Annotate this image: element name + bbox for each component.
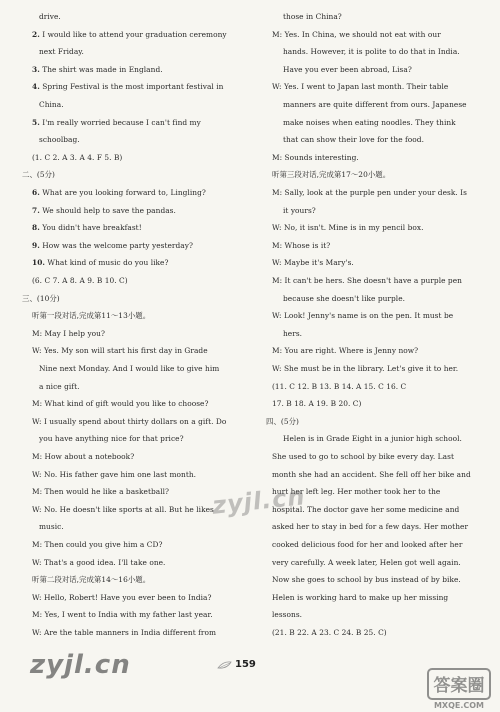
line-text: (11. C 12. B 13. B 14. A 15. C 16. C xyxy=(272,381,407,391)
text-line xyxy=(22,417,252,427)
text-line xyxy=(22,628,252,638)
line-text: very carefully. A week later, Helen got well again. xyxy=(272,557,461,567)
line-text: W: No. His father gave him one last month. xyxy=(32,469,197,479)
line-text: 听第三段对话,完成第17～20小题。 xyxy=(272,170,391,180)
text-line xyxy=(22,610,252,620)
watermark-left-text: zyjl.cn xyxy=(30,650,131,680)
text-line xyxy=(22,522,252,532)
text-line xyxy=(266,382,496,392)
line-text: it yours? xyxy=(283,205,316,215)
text-line xyxy=(266,364,496,374)
line-text: Helen is in Grade Eight in a junior high school. xyxy=(283,434,462,444)
text-line xyxy=(266,628,496,638)
line-text: W: Yes. I went to Japan last month. Their table xyxy=(272,82,449,92)
line-text: M: Sounds interesting. xyxy=(272,152,359,162)
line-text: because she doesn't like purple. xyxy=(283,293,406,303)
text-line xyxy=(266,47,496,57)
line-text: Have you ever been abroad, Lisa? xyxy=(283,64,412,74)
line-text: you have anything nice for that price? xyxy=(39,434,184,444)
item-number: 9. xyxy=(32,240,40,250)
line-text: W: Are the table manners in India different from xyxy=(32,628,217,637)
line-text: W: Look! Jenny's name is on the pen. It must be xyxy=(272,311,454,321)
text-line xyxy=(22,188,252,198)
answer-seal-logo xyxy=(424,665,494,710)
item-number: 2. xyxy=(32,29,40,39)
line-text: 听第一段对话,完成第11～13小题。 xyxy=(32,311,151,321)
line-text: China. xyxy=(39,100,64,109)
text-line xyxy=(266,470,496,480)
line-text: 17. B 18. A 19. B 20. C) xyxy=(272,399,362,409)
line-text: that can show their love for the food. xyxy=(283,135,424,145)
item-number: 10. xyxy=(32,258,46,268)
text-line xyxy=(266,522,496,532)
text-line xyxy=(22,135,252,145)
text-line xyxy=(266,593,496,603)
line-text: Spring Festival is the most important festival in xyxy=(42,82,224,92)
line-text: M: Yes. In China, we should not eat with our xyxy=(272,29,441,39)
text-line xyxy=(22,82,252,92)
text-line xyxy=(22,12,252,22)
line-text: hers. xyxy=(283,328,303,338)
line-text: M: It can't be hers. She doesn't have a purple pen xyxy=(272,276,462,285)
text-line xyxy=(22,30,252,40)
line-text: M: Then would he like a basketball? xyxy=(32,487,170,497)
text-line xyxy=(22,434,252,444)
text-line xyxy=(266,170,496,180)
line-text: What are you looking forward to, Lingling? xyxy=(42,188,206,197)
text-line xyxy=(266,610,496,620)
text-line xyxy=(266,258,496,268)
text-line xyxy=(22,65,252,75)
text-line xyxy=(22,100,252,110)
line-text: (21. B 22. A 23. C 24. B 25. C) xyxy=(272,628,387,637)
text-line xyxy=(266,30,496,40)
line-text: drive. xyxy=(39,12,61,21)
line-text: Helen is working hard to make up her missing xyxy=(272,592,449,602)
line-text: We should help to save the pandas. xyxy=(42,205,176,215)
text-line xyxy=(22,329,252,339)
text-line xyxy=(22,206,252,216)
line-text: make noises when eating noodles. They think xyxy=(283,117,456,127)
text-line xyxy=(266,153,496,163)
text-line xyxy=(22,170,252,180)
item-number: 4. xyxy=(32,82,40,92)
text-line xyxy=(266,206,496,216)
text-line xyxy=(266,118,496,128)
line-text: W: She must be in the library. Let's give it to her. xyxy=(272,364,459,373)
line-text: W: No, it isn't. Mine is in my pencil box. xyxy=(272,223,424,233)
text-line xyxy=(266,452,496,462)
text-line xyxy=(22,399,252,409)
line-text: W: That's a good idea. I'll take one. xyxy=(32,557,166,567)
text-line xyxy=(266,82,496,92)
seal-text: 答案圈 xyxy=(433,676,485,696)
line-text: music. xyxy=(39,522,64,532)
text-line xyxy=(266,399,496,409)
line-text: W: Yes. My son will start his first day in Grade xyxy=(32,346,208,356)
line-text: (6. C 7. A 8. A 9. B 10. C) xyxy=(32,276,128,285)
line-text: M: Whose is it? xyxy=(272,240,331,250)
text-line xyxy=(266,12,496,22)
line-text: M: May I help you? xyxy=(32,328,105,338)
line-text: How was the welcome party yesterday? xyxy=(42,240,193,250)
line-text: W: Maybe it's Mary's. xyxy=(272,258,354,268)
text-line xyxy=(266,575,496,585)
text-line xyxy=(22,223,252,233)
line-text: 二、(5分) xyxy=(22,170,55,180)
line-text: asked her to stay in bed for a few days. Her mother xyxy=(272,522,469,532)
text-line xyxy=(266,346,496,356)
line-text: W: No. He doesn't like sports at all. But he likes xyxy=(32,504,214,514)
line-text: 四、(5分) xyxy=(266,416,299,426)
text-line xyxy=(266,540,496,550)
line-text: The shirt was made in England. xyxy=(42,64,163,74)
line-text: (1. C 2. A 3. A 4. F 5. B) xyxy=(32,152,123,162)
line-text: 三、(10分) xyxy=(22,293,60,303)
item-number: 8. xyxy=(32,223,40,233)
text-line xyxy=(22,258,252,268)
text-line xyxy=(22,311,252,321)
line-text: What kind of music do you like? xyxy=(47,258,169,268)
text-line xyxy=(22,558,252,568)
line-text: those in China? xyxy=(283,12,342,21)
text-line xyxy=(266,188,496,198)
watermark-mid-text: zyjl.cn xyxy=(210,482,307,520)
text-line xyxy=(22,276,252,286)
text-line xyxy=(22,346,252,356)
line-text: M: Yes, I went to India with my father last year. xyxy=(32,610,213,620)
line-text: a nice gift. xyxy=(39,381,80,391)
item-number: 3. xyxy=(32,64,40,74)
text-line xyxy=(22,241,252,251)
text-line xyxy=(266,223,496,233)
text-line xyxy=(266,558,496,568)
text-line xyxy=(22,540,252,550)
text-line xyxy=(266,135,496,145)
text-line xyxy=(266,241,496,251)
text-line xyxy=(266,65,496,75)
text-line xyxy=(22,470,252,480)
item-number: 5. xyxy=(32,117,40,127)
text-line xyxy=(266,100,496,110)
leaf-decoration-icon xyxy=(217,660,233,670)
text-line xyxy=(22,47,252,57)
text-line xyxy=(266,276,496,286)
line-text: M: You are right. Where is Jenny now? xyxy=(272,346,419,356)
text-line xyxy=(22,153,252,163)
text-line xyxy=(266,417,496,427)
line-text: hands. However, it is polite to do that in India. xyxy=(283,47,460,57)
text-line xyxy=(22,294,252,304)
line-text: 听第二段对话,完成第14～16小题。 xyxy=(32,575,151,585)
text-line xyxy=(266,434,496,444)
line-text: manners are quite different from ours. Japanese xyxy=(283,100,467,109)
seal-sub-text: MXQE.COM xyxy=(433,701,485,710)
line-text: You didn't have breakfast! xyxy=(42,223,142,233)
text-line xyxy=(266,329,496,339)
line-text: M: How about a notebook? xyxy=(32,452,135,461)
item-number: 7. xyxy=(32,205,40,215)
line-text: Nine next Monday. And I would like to give him xyxy=(39,364,220,373)
line-text: cooked delicious food for her and looked after her xyxy=(272,540,463,549)
line-text: schoolbag. xyxy=(39,135,80,145)
line-text: She used to go to school by bike every day. Last xyxy=(272,452,454,461)
item-number: 6. xyxy=(32,188,40,197)
line-text: hospital. The doctor gave her some medicine and xyxy=(272,504,460,514)
watermark-logo xyxy=(30,650,131,680)
line-text: M: Sally, look at the purple pen under your desk. Is xyxy=(272,188,467,197)
line-text: I would like to attend your graduation ceremony xyxy=(42,29,227,39)
line-text: M: What kind of gift would you like to choose? xyxy=(32,399,209,409)
text-line xyxy=(266,294,496,304)
text-line xyxy=(22,593,252,603)
line-text: hurt her left leg. Her mother took her to the xyxy=(272,487,441,497)
line-text: W: Hello, Robert! Have you ever been to India? xyxy=(32,592,212,602)
line-text: Now she goes to school by bus instead of by bike. xyxy=(272,575,461,585)
line-text: next Friday. xyxy=(39,47,84,57)
text-line xyxy=(266,311,496,321)
text-line xyxy=(22,382,252,392)
line-text: lessons. xyxy=(272,610,303,620)
line-text: month she had an accident. She fell off her bike and xyxy=(272,469,471,479)
line-text: W: I usually spend about thirty dollars on a gift. Do xyxy=(32,416,227,426)
line-text: I'm really worried because I can't find my xyxy=(42,117,201,127)
line-text: M: Then could you give him a CD? xyxy=(32,540,163,549)
text-line xyxy=(22,575,252,585)
text-line xyxy=(22,452,252,462)
text-line xyxy=(22,364,252,374)
page-number: 159 xyxy=(235,659,256,670)
text-line xyxy=(22,118,252,128)
